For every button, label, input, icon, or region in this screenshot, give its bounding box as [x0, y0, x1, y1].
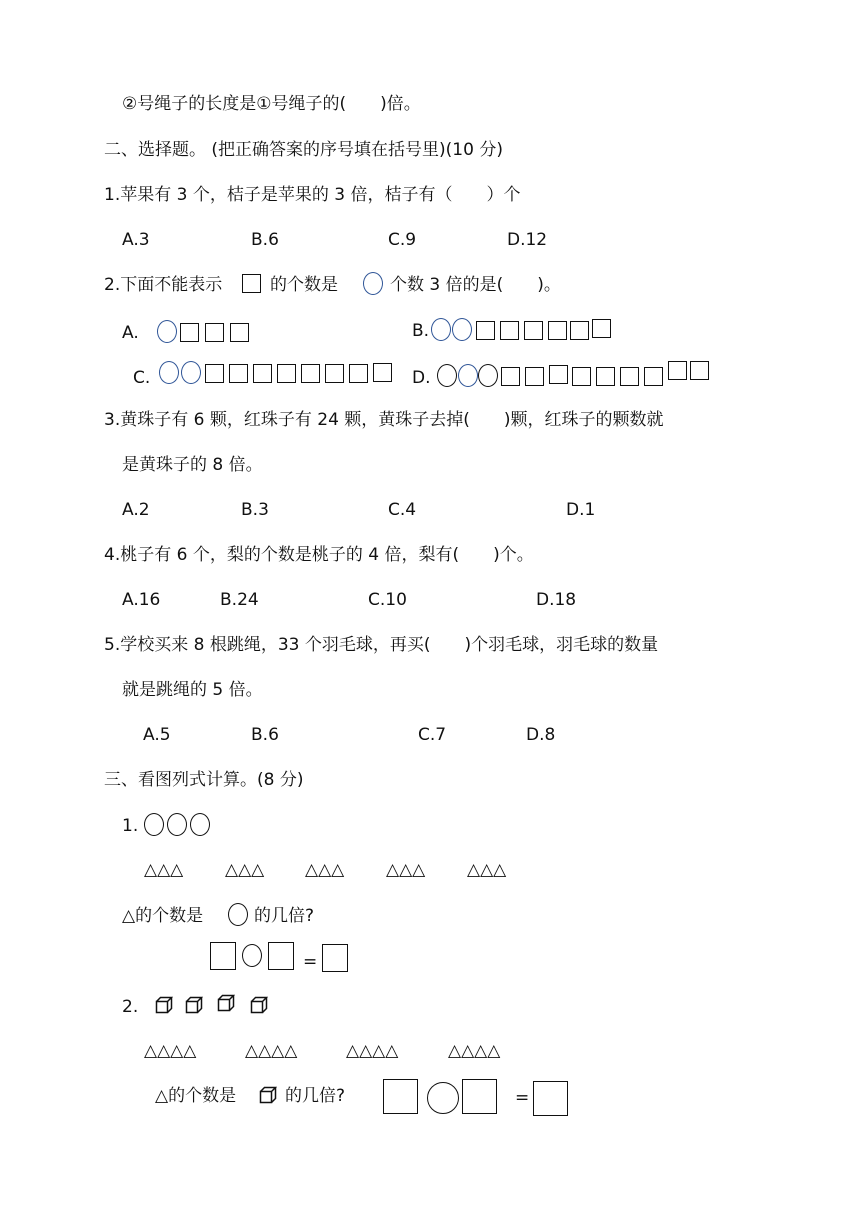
operator-circle[interactable]	[427, 1082, 459, 1114]
q5-text-line1: 5.学校买来 8 根跳绳，33 个羽毛球，再买( )个羽毛球，羽毛球的数量	[104, 635, 659, 655]
q4-option-c: C.10	[368, 590, 407, 610]
q2-text-mid: 的个数是	[270, 275, 338, 295]
answer-box[interactable]	[462, 1079, 497, 1114]
q5-option-b: B.6	[251, 725, 279, 745]
square-icon	[476, 321, 495, 340]
square-icon	[620, 367, 639, 386]
square-icon	[205, 364, 224, 383]
answer-box[interactable]	[322, 944, 348, 972]
square-icon	[548, 321, 567, 340]
oval-icon	[478, 364, 498, 387]
q1-option-b: B.6	[251, 230, 279, 250]
answer-box[interactable]	[533, 1081, 568, 1116]
oval-icon	[437, 364, 457, 387]
q3-option-d: D.1	[566, 500, 596, 520]
q3-option-b: B.3	[241, 500, 269, 520]
p1-number: 1.	[122, 816, 139, 836]
p2-triangles-group: △△△△	[448, 1041, 501, 1061]
q4-text: 4.桃子有 6 个，梨的个数是桃子的 4 倍，梨有( )个。	[104, 545, 534, 565]
q2-option-d-label: D.	[412, 368, 431, 388]
equals-sign: =	[515, 1088, 530, 1108]
p2-question-post: 的几倍?	[285, 1086, 346, 1106]
section-2-title: 二、选择题。 (把正确答案的序号填在括号里)(10 分)	[104, 140, 503, 160]
q1-option-d: D.12	[507, 230, 548, 250]
q2-text-post: 个数 3 倍的是( )。	[390, 275, 561, 295]
square-icon	[644, 367, 663, 386]
square-icon	[525, 367, 544, 386]
square-icon	[277, 364, 296, 383]
cube-icon	[259, 1086, 277, 1104]
q2-option-c-label: C.	[133, 368, 151, 388]
q5-text-line2: 就是跳绳的 5 倍。	[122, 680, 263, 700]
cube-icon	[217, 994, 235, 1012]
q2-option-b-label: B.	[412, 321, 430, 341]
square-icon	[690, 361, 709, 380]
oval-icon	[181, 361, 201, 384]
square-icon	[596, 367, 615, 386]
cube-icon	[250, 996, 268, 1014]
square-icon	[501, 367, 520, 386]
square-icon	[205, 323, 224, 342]
section-3-title: 三、看图列式计算。(8 分)	[104, 770, 304, 790]
p1-question-pre: △的个数是	[122, 906, 204, 926]
q3-text-line1: 3.黄珠子有 6 颗，红珠子有 24 颗，黄珠子去掉( )颗，红珠子的颗数就	[104, 410, 664, 430]
square-icon	[668, 361, 687, 380]
square-icon	[242, 274, 261, 293]
q4-option-b: B.24	[220, 590, 259, 610]
q2-text-pre: 2.下面不能表示	[104, 275, 223, 295]
oval-icon	[363, 272, 383, 295]
q3-option-c: C.4	[388, 500, 417, 520]
square-icon	[180, 323, 199, 342]
square-icon	[373, 363, 392, 382]
q4-option-d: D.18	[536, 590, 577, 610]
oval-icon	[159, 361, 179, 384]
oval-icon	[190, 813, 210, 836]
square-icon	[549, 365, 568, 384]
oval-icon	[458, 364, 478, 387]
p2-triangles-group: △△△△	[245, 1041, 298, 1061]
square-icon	[570, 321, 589, 340]
q1-text: 1.苹果有 3 个，桔子是苹果的 3 倍，桔子有（ ）个	[104, 185, 521, 205]
q4-option-a: A.16	[122, 590, 161, 610]
square-icon	[524, 321, 543, 340]
p2-triangles-group: △△△△	[346, 1041, 399, 1061]
square-icon	[253, 364, 272, 383]
oval-icon	[431, 318, 451, 341]
q1-option-c: C.9	[388, 230, 417, 250]
answer-box[interactable]	[210, 942, 236, 970]
q5-option-c: C.7	[418, 725, 447, 745]
square-icon	[592, 319, 611, 338]
p1-triangles-group: △△△	[386, 860, 426, 880]
square-icon	[349, 364, 368, 383]
square-icon	[230, 323, 249, 342]
p2-number: 2.	[122, 997, 139, 1017]
q3-option-a: A.2	[122, 500, 150, 520]
p1-triangles-group: △△△	[225, 860, 265, 880]
q3-text-line2: 是黄珠子的 8 倍。	[122, 455, 263, 475]
operator-circle[interactable]	[242, 944, 262, 967]
q1-option-a: A.3	[122, 230, 150, 250]
equals-sign: =	[303, 952, 318, 972]
square-icon	[500, 321, 519, 340]
p2-question-pre: △的个数是	[155, 1086, 237, 1106]
square-icon	[229, 364, 248, 383]
rope-question: ②号绳子的长度是①号绳子的( )倍。	[122, 94, 421, 114]
q5-option-d: D.8	[526, 725, 556, 745]
oval-icon	[228, 903, 248, 926]
q5-option-a: A.5	[143, 725, 171, 745]
p1-triangles-group: △△△	[305, 860, 345, 880]
answer-box[interactable]	[383, 1079, 418, 1114]
square-icon	[572, 367, 591, 386]
oval-icon	[452, 318, 472, 341]
answer-box[interactable]	[268, 942, 294, 970]
p1-question-post: 的几倍?	[254, 906, 315, 926]
oval-icon	[167, 813, 187, 836]
square-icon	[301, 364, 320, 383]
oval-icon	[144, 813, 164, 836]
q2-option-a-label: A.	[122, 323, 139, 343]
cube-icon	[185, 996, 203, 1014]
p1-triangles-group: △△△	[467, 860, 507, 880]
oval-icon	[157, 320, 177, 343]
p1-triangles-group: △△△	[144, 860, 184, 880]
cube-icon	[155, 996, 173, 1014]
p2-triangles-group: △△△△	[144, 1041, 197, 1061]
square-icon	[325, 364, 344, 383]
